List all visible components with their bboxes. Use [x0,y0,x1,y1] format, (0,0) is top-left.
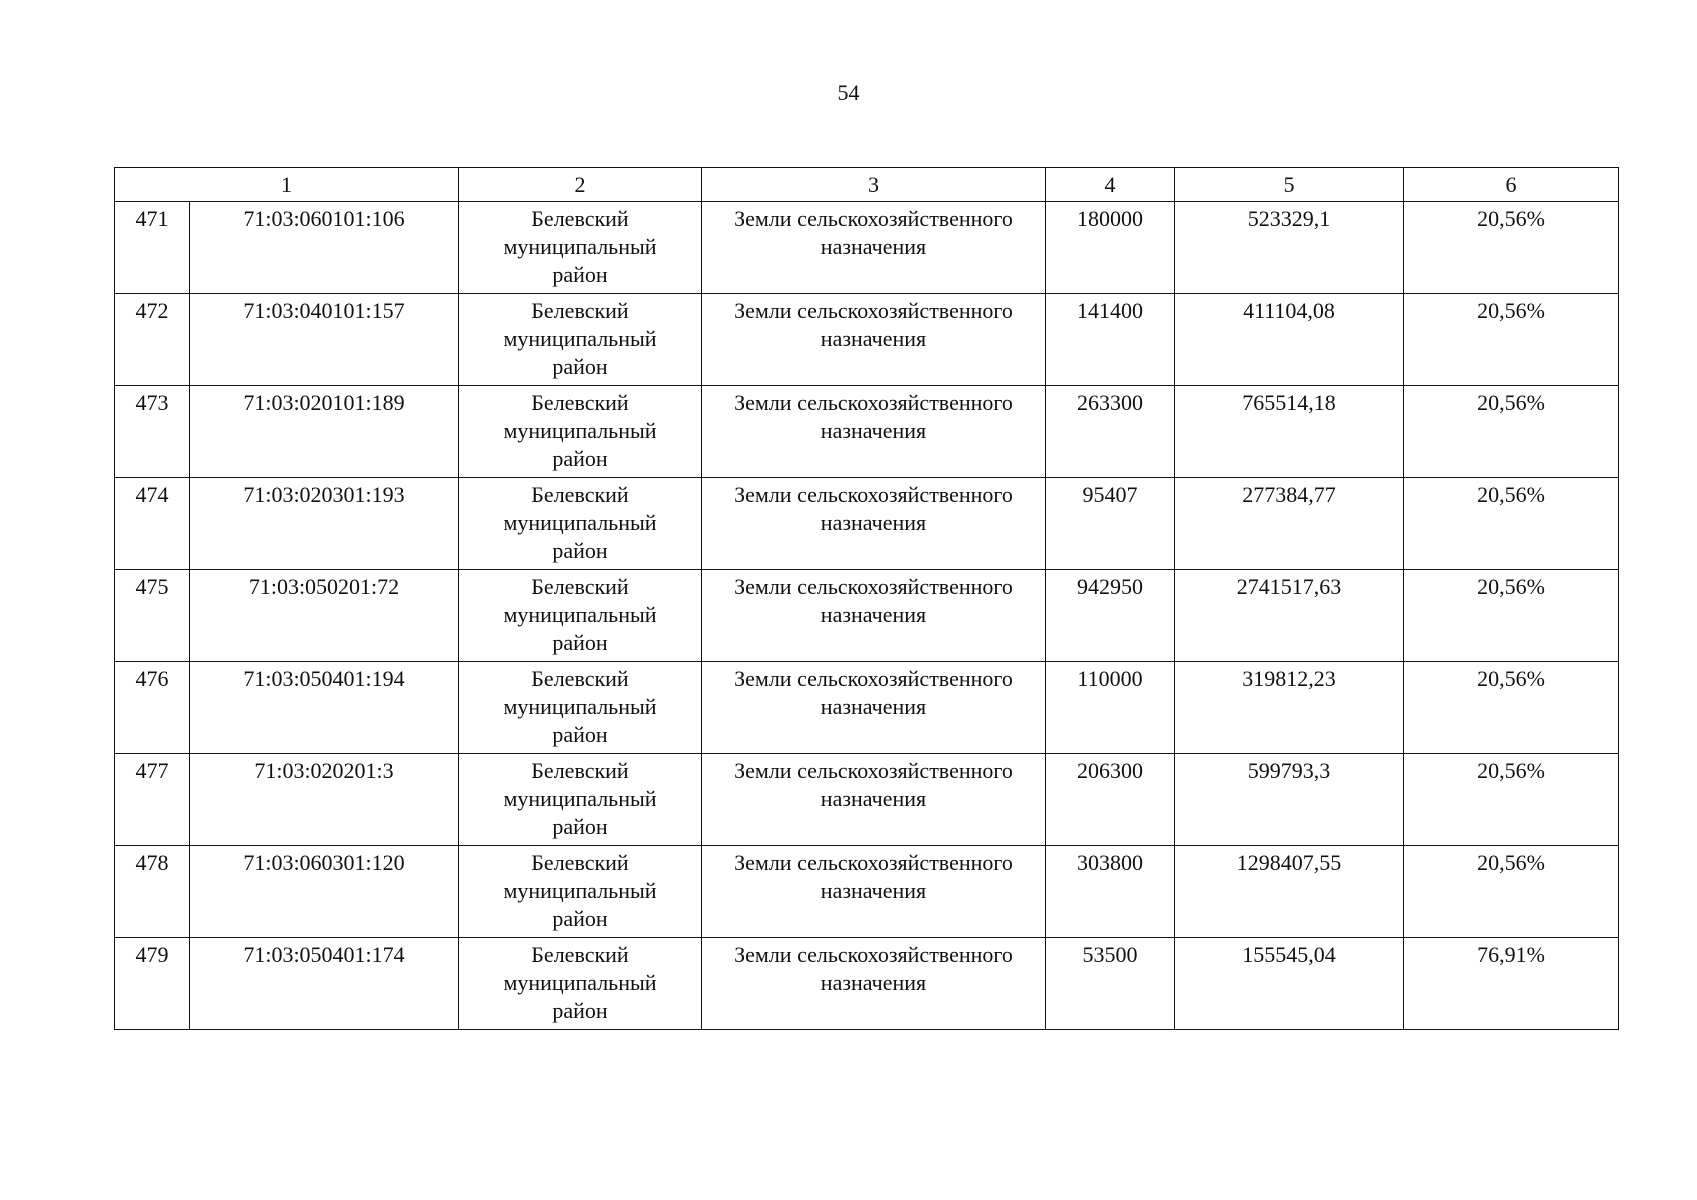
land-category [702,846,1046,938]
cadastral-value: 1298407,55 [1175,846,1404,938]
row-number: 473 [115,386,190,478]
cadastral-value: 277384,77 [1175,478,1404,570]
land-area: 141400 [1046,294,1175,386]
district-name [459,570,702,662]
land-category [702,386,1046,478]
table-body [115,202,1619,1030]
cadastral-value: 319812,23 [1175,662,1404,754]
row-number: 477 [115,754,190,846]
land-category [702,662,1046,754]
table-row [115,386,1619,478]
district-name [459,478,702,570]
district-name [459,386,702,478]
cadastral-number: 71:03:050201:72 [190,570,459,662]
category-text: Земли сельскохозяйственного назначения [734,574,1013,627]
land-area: 180000 [1046,202,1175,294]
land-category [702,570,1046,662]
land-area: 303800 [1046,846,1175,938]
district-text: Белевский муниципальный район [503,574,657,655]
column-header-6: 6 [1404,168,1619,202]
land-category [702,754,1046,846]
district-text: Белевский муниципальный район [503,298,657,379]
rate-percent: 76,91% [1404,938,1619,1030]
column-header-2: 2 [459,168,702,202]
cadastral-number: 71:03:020201:3 [190,754,459,846]
table-row [115,478,1619,570]
page-number: 54 [837,80,860,105]
column-header-1: 1 [115,168,459,202]
category-text: Земли сельскохозяйственного назначения [734,850,1013,903]
district-text: Белевский муниципальный район [503,390,657,471]
land-area: 95407 [1046,478,1175,570]
table-header-row [115,168,1619,202]
row-number: 475 [115,570,190,662]
row-number: 471 [115,202,190,294]
category-text: Земли сельскохозяйственного назначения [734,390,1013,443]
district-name [459,202,702,294]
land-area: 110000 [1046,662,1175,754]
category-text: Земли сельскохозяйственного назначения [734,298,1013,351]
table-row [115,570,1619,662]
land-area: 263300 [1046,386,1175,478]
cadastral-number: 71:03:050401:194 [190,662,459,754]
land-area: 206300 [1046,754,1175,846]
table-row [115,202,1619,294]
land-category [702,202,1046,294]
land-area: 53500 [1046,938,1175,1030]
row-number: 474 [115,478,190,570]
cadastral-number: 71:03:020301:193 [190,478,459,570]
cadastral-value: 599793,3 [1175,754,1404,846]
land-area: 942950 [1046,570,1175,662]
cadastral-number: 71:03:060101:106 [190,202,459,294]
rate-percent: 20,56% [1404,202,1619,294]
cadastral-number: 71:03:020101:189 [190,386,459,478]
cadastral-number: 71:03:040101:157 [190,294,459,386]
cadastral-value: 155545,04 [1175,938,1404,1030]
row-number: 476 [115,662,190,754]
row-number: 472 [115,294,190,386]
land-registry-table [114,167,1619,1030]
cadastral-value: 523329,1 [1175,202,1404,294]
district-text: Белевский муниципальный район [503,942,657,1023]
district-name [459,294,702,386]
table-row [115,846,1619,938]
land-category [702,478,1046,570]
row-number: 479 [115,938,190,1030]
rate-percent: 20,56% [1404,478,1619,570]
category-text: Земли сельскохозяйственного назначения [734,666,1013,719]
district-text: Белевский муниципальный район [503,206,657,287]
cadastral-value: 765514,18 [1175,386,1404,478]
cadastral-value: 2741517,63 [1175,570,1404,662]
land-category [702,938,1046,1030]
table-row [115,662,1619,754]
row-number: 478 [115,846,190,938]
table-row [115,938,1619,1030]
category-text: Земли сельскохозяйственного назначения [734,942,1013,995]
rate-percent: 20,56% [1404,294,1619,386]
table-row [115,294,1619,386]
land-category [702,294,1046,386]
rate-percent: 20,56% [1404,662,1619,754]
cadastral-value: 411104,08 [1175,294,1404,386]
table-row [115,754,1619,846]
column-header-4: 4 [1046,168,1175,202]
rate-percent: 20,56% [1404,846,1619,938]
district-name [459,754,702,846]
district-name [459,846,702,938]
rate-percent: 20,56% [1404,570,1619,662]
district-text: Белевский муниципальный район [503,666,657,747]
category-text: Земли сельскохозяйственного назначения [734,482,1013,535]
category-text: Земли сельскохозяйственного назначения [734,206,1013,259]
column-header-5: 5 [1175,168,1404,202]
column-header-3: 3 [702,168,1046,202]
cadastral-number: 71:03:060301:120 [190,846,459,938]
district-text: Белевский муниципальный район [503,850,657,931]
category-text: Земли сельскохозяйственного назначения [734,758,1013,811]
rate-percent: 20,56% [1404,386,1619,478]
district-name [459,662,702,754]
district-name [459,938,702,1030]
cadastral-number: 71:03:050401:174 [190,938,459,1030]
district-text: Белевский муниципальный район [503,758,657,839]
rate-percent: 20,56% [1404,754,1619,846]
district-text: Белевский муниципальный район [503,482,657,563]
